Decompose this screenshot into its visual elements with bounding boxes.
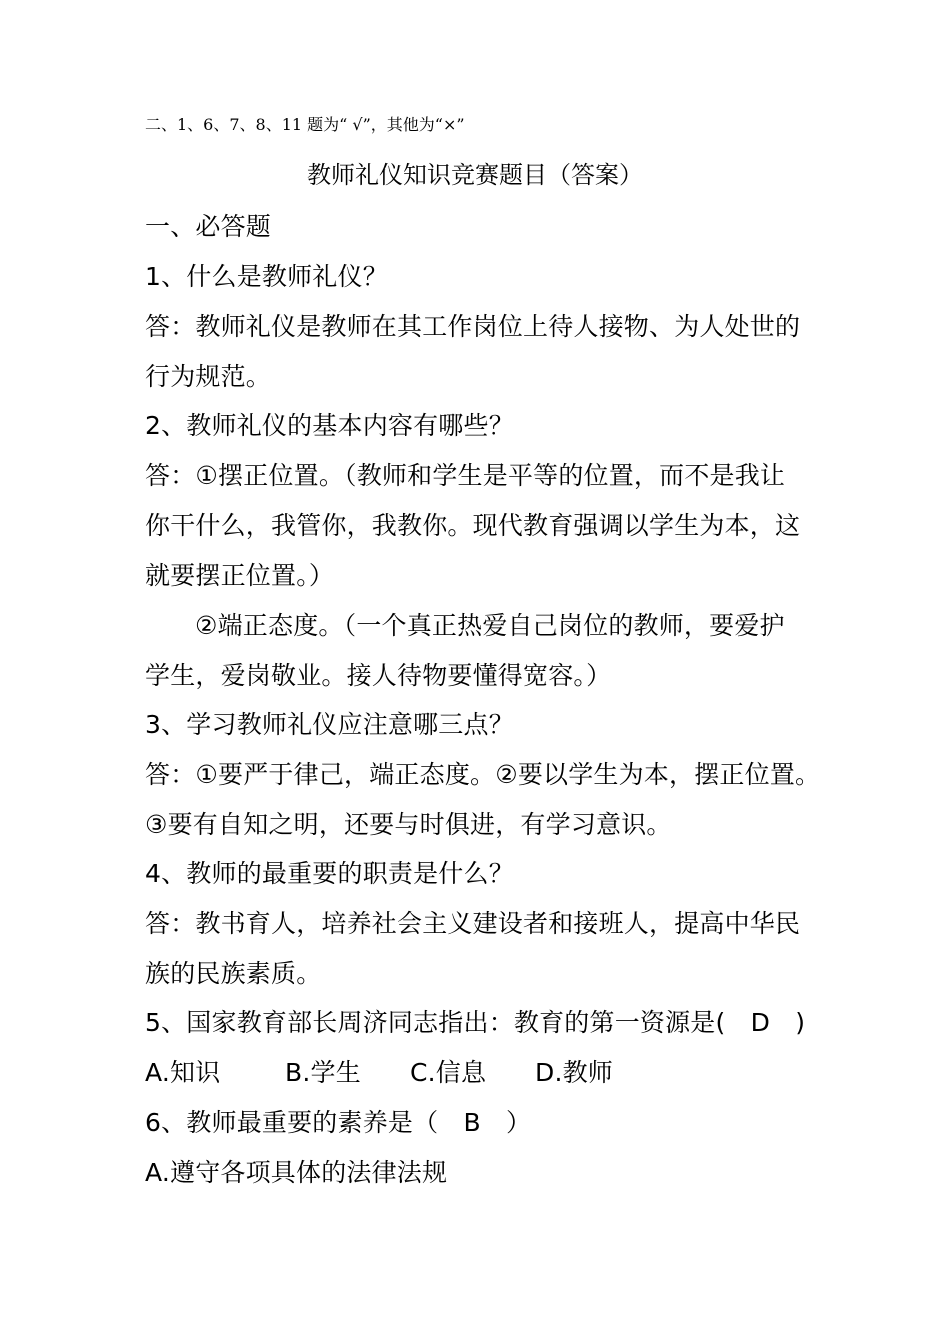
question-2: 2、教师礼仪的基本内容有哪些？ bbox=[145, 411, 514, 440]
option-c: C.信息 bbox=[410, 1058, 487, 1087]
question-1: 1、什么是教师礼仪？ bbox=[145, 262, 388, 291]
answer-2-line-1: 答：①摆正位置。（教师和学生是平等的位置，而不是我让 bbox=[145, 461, 786, 490]
answer-note: 二、1、6、7、8、11 题为“ √”，其他为“×” bbox=[145, 115, 465, 134]
question-5-options bbox=[145, 1058, 830, 1088]
answer-1-line-1: 答：教师礼仪是教师在其工作岗位上待人接物、为人处世的 bbox=[145, 312, 801, 341]
answer-2-line-5: 学生，爱岗敬业。接人待物要懂得宽容。） bbox=[145, 661, 612, 690]
answer-2-line-3: 就要摆正位置。） bbox=[145, 561, 335, 590]
question-5: 5、国家教育部长周济同志指出：教育的第一资源是( D ) bbox=[145, 1008, 806, 1037]
option-d: D.教师 bbox=[535, 1058, 613, 1087]
option-a: A.知识 bbox=[145, 1058, 221, 1087]
question-3: 3、学习教师礼仪应注意哪三点？ bbox=[145, 710, 514, 739]
answer-2-line-2: 你干什么，我管你，我教你。现代教育强调以学生为本，这 bbox=[145, 511, 801, 540]
answer-4-line-2: 族的民族素质。 bbox=[145, 959, 322, 988]
answer-4-line-1: 答：教书育人，培养社会主义建设者和接班人，提高中华民 bbox=[145, 909, 801, 938]
answer-2-line-4: ②端正态度。（一个真正热爱自己岗位的教师，要爱护 bbox=[195, 611, 785, 640]
answer-3-line-1: 答：①要严于律己，端正态度。②要以学生为本，摆正位置。 bbox=[145, 760, 821, 789]
question-6: 6、教师最重要的素养是（ B ） bbox=[145, 1108, 532, 1137]
section-heading: 一、必答题 bbox=[145, 212, 272, 241]
question-4: 4、教师的最重要的职责是什么？ bbox=[145, 859, 514, 888]
question-6-option-a: A.遵守各项具体的法律法规 bbox=[145, 1158, 448, 1187]
answer-1-line-2: 行为规范。 bbox=[145, 362, 272, 391]
document-title: 教师礼仪知识竞赛题目（答案） bbox=[307, 161, 643, 189]
answer-3-line-2: ③要有自知之明，还要与时俱进，有学习意识。 bbox=[145, 810, 672, 839]
option-b: B.学生 bbox=[285, 1058, 361, 1087]
